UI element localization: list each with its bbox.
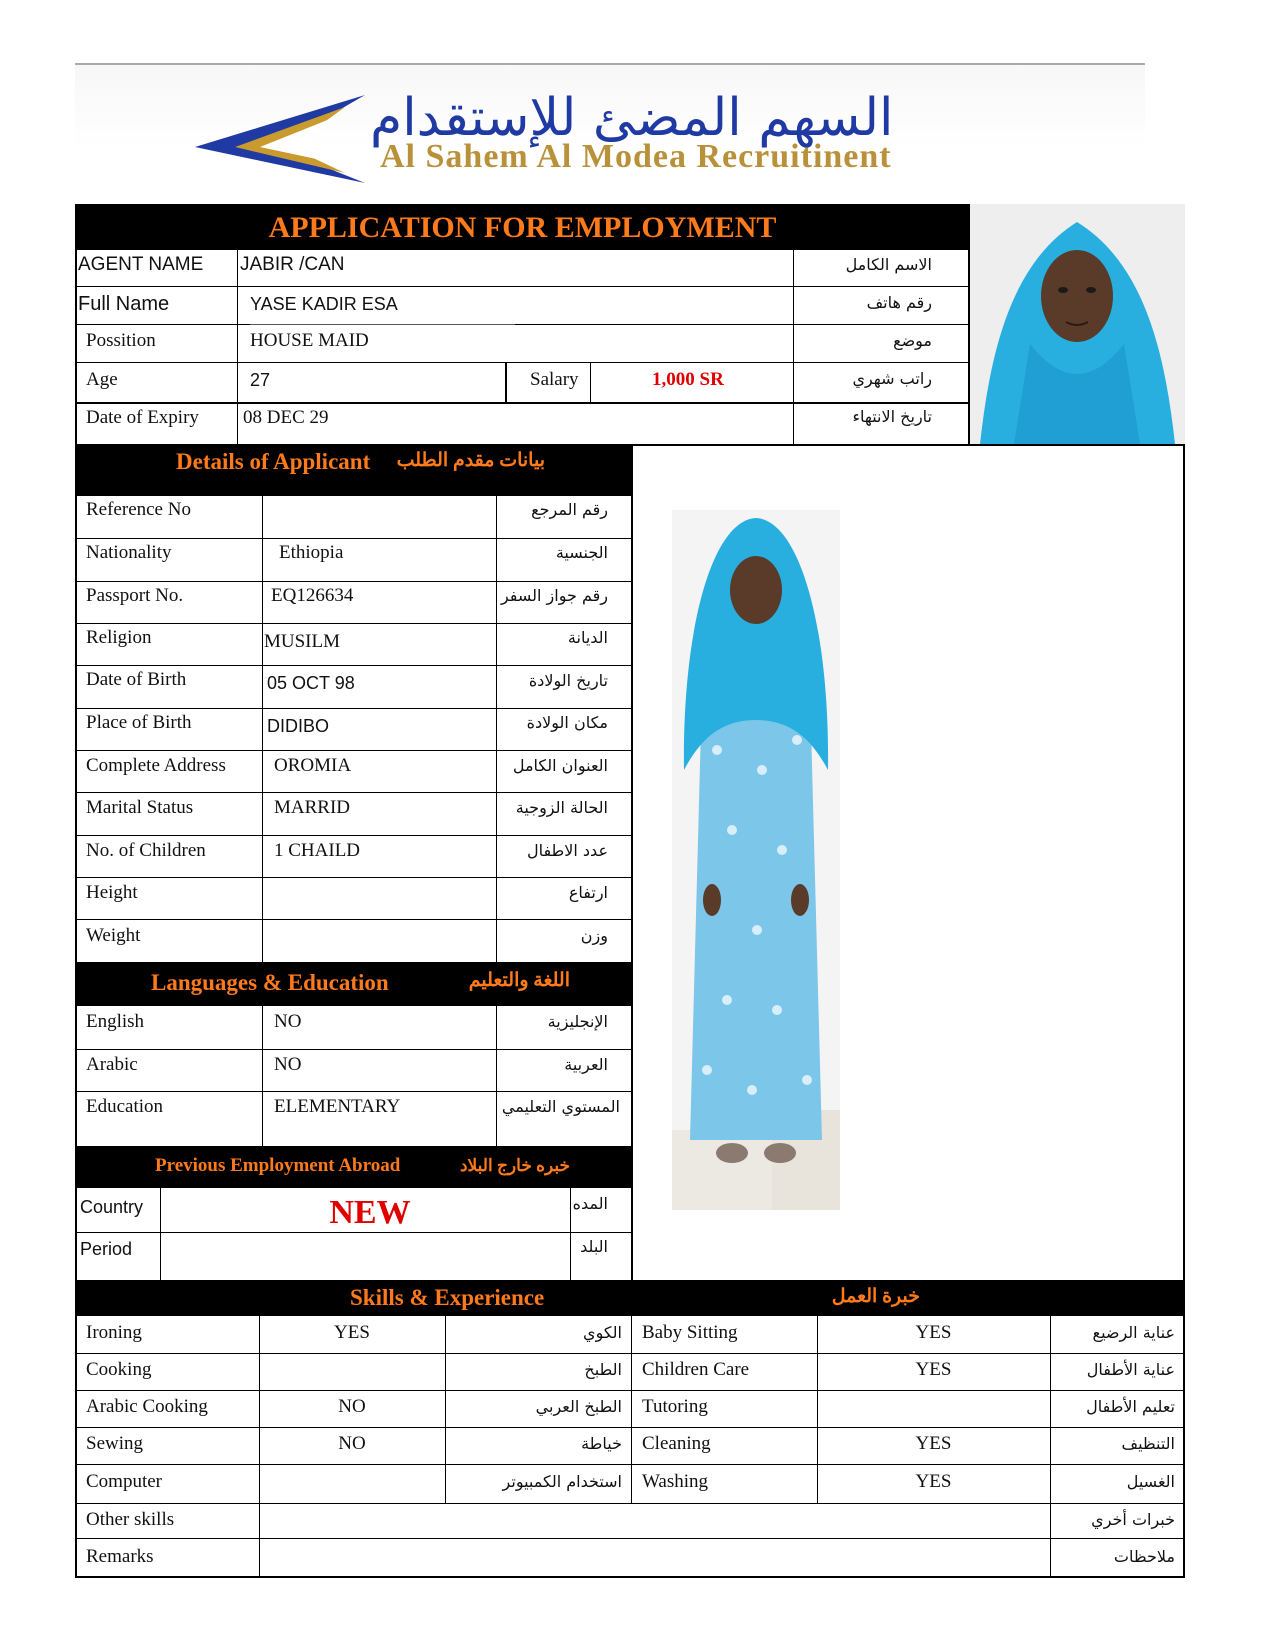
marital-value: MARRID (274, 797, 351, 818)
skill-babysitting-arabic: عناية الرضيع (1092, 1323, 1175, 1342)
height-label: Height (86, 882, 138, 903)
arrow-logo-icon (155, 87, 375, 187)
skill-childrencare-arabic: عناية الأطفال (1086, 1360, 1175, 1379)
skills-heading-en: Skills & Experience (350, 1285, 545, 1310)
english-arabic: الإنجليزية (547, 1012, 608, 1031)
logo-english-text: Al Sahem Al Modea Recruitinent (380, 138, 892, 175)
remarks-arabic: ملاحظات (1113, 1547, 1175, 1566)
skill-ironing-arabic: الكوي (583, 1323, 622, 1342)
agent-name-label: AGENT NAME (78, 254, 204, 275)
passport-value: EQ126634 (271, 585, 354, 606)
religion-value: MUSILM (264, 631, 341, 652)
other-skills-label: Other skills (86, 1509, 175, 1530)
previous-heading-en: Previous Employment Abroad (155, 1155, 401, 1176)
education-arabic: المستوي التعليمي (501, 1097, 620, 1116)
skill-washing-arabic: الغسيل (1126, 1472, 1175, 1491)
address-arabic: العنوان الكامل (512, 756, 608, 775)
skill-babysitting-value: YES (915, 1322, 952, 1343)
other-skills-arabic: خبرات أخري (1091, 1510, 1175, 1529)
skill-sewing-value: NO (338, 1433, 366, 1454)
education-label: Education (86, 1096, 164, 1117)
expiry-label: Date of Expiry (86, 407, 199, 428)
salary-label: Salary (530, 369, 579, 390)
skill-cooking-arabic: الطبخ (584, 1360, 622, 1379)
arabic-label: Arabic (86, 1054, 138, 1075)
age-label: Age (86, 369, 118, 390)
form-title: APPLICATION FOR EMPLOYMENT (268, 211, 777, 244)
full-name-label: Full Name (78, 293, 170, 315)
arabic-arabic: العربية (564, 1055, 608, 1074)
weight-arabic: وزن (580, 926, 608, 945)
english-value: NO (274, 1011, 302, 1032)
religion-label: Religion (86, 627, 152, 648)
nationality-arabic: الجنسية (555, 543, 608, 562)
children-arabic: عدد الاطفال (526, 841, 608, 860)
skill-tutoring-label: Tutoring (642, 1396, 708, 1417)
languages-heading-ar: اللغة والتعليم (468, 970, 570, 991)
skill-washing-label: Washing (642, 1471, 709, 1492)
period-arabic: البلد (580, 1237, 608, 1256)
expiry-arabic-label: تاريخ الانتهاء (852, 407, 932, 426)
education-value: ELEMENTARY (274, 1096, 401, 1117)
skill-washing-value: YES (915, 1471, 952, 1492)
position-value: HOUSE MAID (250, 330, 369, 351)
skill-arabiccooking-label: Arabic Cooking (86, 1396, 208, 1417)
full-body-photo (672, 510, 840, 1210)
dob-value: 05 OCT 98 (267, 673, 355, 693)
skill-computer-arabic: استخدام الكمبيوتر (502, 1472, 622, 1491)
salary-value: 1,000 SR (652, 369, 724, 390)
full-name-arabic-label: الاسم الكامل (845, 255, 932, 274)
marital-arabic: الحالة الزوجية (515, 798, 608, 817)
skill-childrencare-label: Children Care (642, 1359, 750, 1380)
reference-arabic: رقم المرجع (531, 500, 608, 519)
country-arabic: المده (572, 1194, 608, 1213)
religion-arabic: الديانة (567, 628, 608, 647)
reference-label: Reference No (86, 499, 191, 520)
headshot-photo (970, 204, 1185, 444)
skill-tutoring-arabic: تعليم الأطفال (1086, 1397, 1175, 1416)
details-heading-en: Details of Applicant (176, 449, 371, 474)
passport-arabic: رقم جواز السفر (500, 586, 608, 605)
position-arabic-label: موضع (893, 331, 932, 350)
previous-heading-ar: خبره خارج البلاد (459, 1156, 570, 1175)
english-label: English (86, 1011, 145, 1032)
children-label: No. of Children (86, 840, 206, 861)
skill-babysitting-label: Baby Sitting (642, 1322, 738, 1343)
logo-arabic-text: السهم المضئ للإستقدام (370, 88, 894, 148)
remarks-label: Remarks (86, 1546, 154, 1567)
skill-cleaning-arabic: التنظيف (1121, 1434, 1175, 1453)
pob-value: DIDIBO (267, 716, 330, 736)
details-heading-ar: بيانات مقدم الطلب (396, 450, 545, 471)
country-value: NEW (329, 1194, 411, 1231)
address-value: OROMIA (274, 755, 352, 776)
age-value: 27 (250, 370, 271, 390)
skill-sewing-label: Sewing (86, 1433, 143, 1454)
phone-arabic-label: رقم هاتف (866, 293, 932, 312)
skills-heading-bar (75, 1280, 1185, 1316)
height-arabic: ارتفاع (568, 883, 608, 902)
weight-label: Weight (86, 925, 141, 946)
expiry-value: 08 DEC 29 (243, 407, 329, 428)
skill-ironing-label: Ironing (86, 1322, 142, 1343)
marital-label: Marital Status (86, 797, 194, 818)
skill-childrencare-value: YES (915, 1359, 952, 1380)
dob-label: Date of Birth (86, 669, 187, 690)
period-label: Period (80, 1239, 133, 1259)
position-label: Possition (86, 330, 156, 351)
dob-arabic: تاريخ الولادة (528, 671, 608, 690)
salary-arabic-label: راتب شهري (852, 369, 932, 388)
country-label: Country (80, 1197, 144, 1217)
agent-name-value: JABIR /CAN (240, 254, 345, 275)
skill-cleaning-label: Cleaning (642, 1433, 711, 1454)
skill-cleaning-value: YES (915, 1433, 952, 1454)
pob-label: Place of Birth (86, 712, 192, 733)
languages-heading-en: Languages & Education (151, 970, 389, 995)
nationality-value: Ethiopia (279, 542, 344, 563)
skill-cooking-label: Cooking (86, 1359, 152, 1380)
children-value: 1 CHAILD (274, 840, 361, 861)
address-label: Complete Address (86, 755, 226, 776)
pob-arabic: مكان الولادة (526, 713, 608, 732)
skill-ironing-value: YES (334, 1322, 370, 1343)
skill-sewing-arabic: خياطة (581, 1434, 622, 1453)
full-name-value: YASE KADIR ESA (250, 294, 398, 314)
skill-arabiccooking-arabic: الطبخ العربي (535, 1397, 622, 1416)
skills-heading-ar: خبرة العمل (831, 1286, 920, 1307)
skill-computer-label: Computer (86, 1471, 162, 1492)
nationality-label: Nationality (86, 542, 172, 563)
arabic-value: NO (274, 1054, 302, 1075)
skill-arabiccooking-value: NO (338, 1396, 366, 1417)
passport-label: Passport No. (86, 585, 184, 606)
